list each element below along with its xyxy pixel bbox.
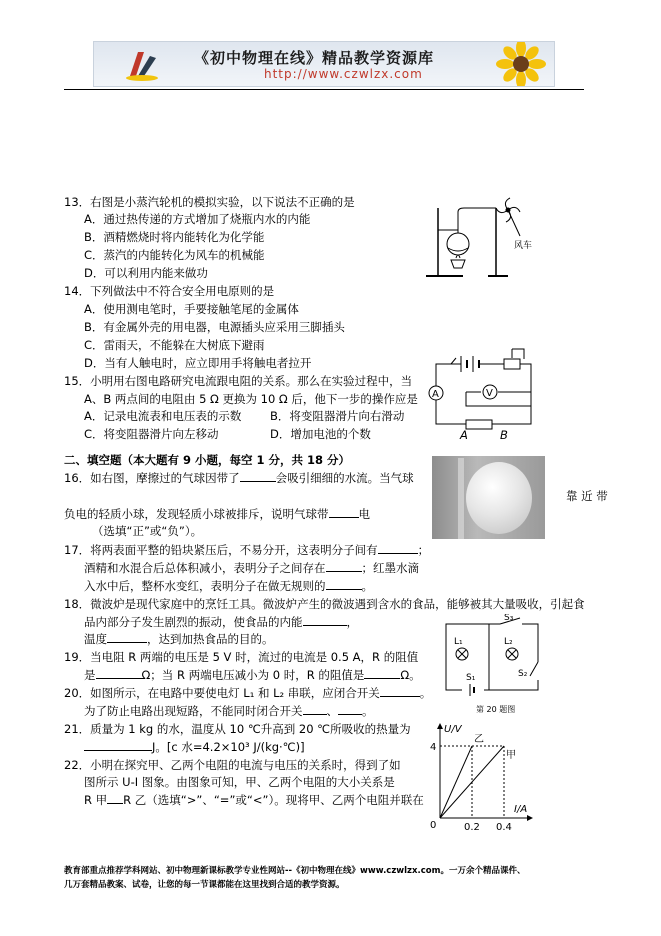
q14-option-b: B．有金属外壳的用电器，电源插头应采用三脚插头 <box>84 320 345 334</box>
q17-line-2: 酒精和水混合后总体积减小，表明分子之间存在 ；红墨水滴 <box>84 561 419 575</box>
voltmeter-symbol: V <box>486 388 493 399</box>
x-axis-label: I/A <box>514 804 528 815</box>
q15-option-b: B．将变阻器滑片向右滑动 <box>270 409 405 423</box>
q14-option-a: A．使用测电笔时，手要接触笔尾的金属体 <box>84 302 299 316</box>
q16-line-3: （选填“正”或“负”）。 <box>92 524 203 538</box>
q15-option-d: D．增加电池的个数 <box>270 427 371 441</box>
y-axis-label: U/V <box>444 724 462 735</box>
q16-blank-2[interactable] <box>329 506 359 518</box>
balloon-photo <box>432 456 545 539</box>
q18-line-3: 温度 ，达到加热食品的目的。 <box>84 632 274 646</box>
q20-s3-label: S₃ <box>504 614 514 623</box>
q20-line-2: 为了防止电路出现短路，不能同时闭合开关 、 。 <box>84 704 374 718</box>
ammeter-symbol: A <box>432 389 439 400</box>
q20-blank-3[interactable] <box>338 703 362 715</box>
q18-blank-2[interactable] <box>107 631 147 643</box>
q18-line-1: 18．微波炉是现代家庭中的烹饪工具。微波炉产生的微波遇到含水的食品，能够被其大量吸收，引起食 <box>64 597 585 611</box>
q15-option-c: C．将变阻器滑片向左移动 <box>84 427 219 441</box>
q21-line-2: J。[c 水=4.2×10³ J/(kg·℃)] <box>84 739 305 755</box>
q16-line-2: 负电的轻质小球，发现轻质小球被排斥，说明气球带 电 <box>64 507 370 521</box>
q17-blank-1[interactable] <box>378 542 418 554</box>
q15-point-a-label: A <box>460 428 468 442</box>
q13-option-a: A．通过热传递的方式增加了烧瓶内水的内能 <box>84 212 311 226</box>
q19-line-2: 是 Ω；当 R 两端电压减小为 0 时，R 的阻值是 Ω。 <box>84 668 421 682</box>
footer-line-1: 教育部重点推荐学科网站、初中物理新课标教学专业性网站--《初中物理在线》www.czwlzx.com。一万余个精品课件、 <box>64 866 526 876</box>
line-yi <box>440 746 472 818</box>
q18-line-2: 品内部分子发生剧烈的振动，使食品的内能 ， <box>84 615 358 629</box>
q22-ui-graph <box>426 722 536 832</box>
q17-line-1: 17．将两表面平整的铅块紧压后，不易分开，这表明分子间有 ； <box>64 543 430 557</box>
q20-line-1: 20．如图所示，在电路中要使电灯 L₁ 和 L₂ 串联，应闭合开关 。 <box>64 686 432 700</box>
q15-circuit-figure <box>426 344 546 444</box>
q21-blank-1[interactable] <box>84 739 152 751</box>
q19-blank-1[interactable] <box>96 667 142 679</box>
header-rule <box>64 89 584 90</box>
q17-blank-3[interactable] <box>326 578 362 590</box>
q15-point-b-label: B <box>500 428 508 442</box>
q22-line-2: 图所示 U-I 图象。由图象可知，甲、乙两个电阻的大小关系是 <box>84 775 395 789</box>
steam-turbine-figure <box>418 196 558 286</box>
q16-line-1: 16．如右图，摩擦过的气球因带了 会吸引细细的水流。当气球 <box>64 471 414 485</box>
q20-blank-1[interactable] <box>380 685 420 697</box>
q15-stem-2: A、B 两点间的电阻由 5 Ω 更换为 10 Ω 后，他下一步的操作应是 <box>84 392 418 406</box>
banner-title: 《初中物理在线》精品教学资源库 <box>194 49 435 67</box>
q22-blank-1[interactable] <box>107 792 123 804</box>
logo-icon <box>122 46 162 82</box>
origin-label: 0 <box>430 820 437 831</box>
q15-stem-1: 15．小明用右图电路研究电流跟电阻的关系。那么在实验过程中，当 <box>64 374 413 388</box>
x-tick-0.4: 0.4 <box>496 822 512 832</box>
q17-blank-2[interactable] <box>326 560 362 572</box>
q14-option-c: C．雷雨天，不能躲在大树底下避雨 <box>84 338 265 352</box>
sunflower-icon <box>489 42 554 86</box>
q19-blank-2[interactable] <box>364 667 400 679</box>
q14-option-d: D．当有人触电时，应立即用手将触电者拉开 <box>84 356 312 370</box>
balloon <box>466 462 532 534</box>
q17-line-3: 入水中后，整杯水变红，表明分子在做无规则的 。 <box>84 579 373 593</box>
q13-stem: 13．右图是小蒸汽轮机的模拟实验，以下说法不正确的是 <box>64 195 355 209</box>
q20-l2-label: L₂ <box>504 637 513 647</box>
q22-line-3: R 甲 R 乙（选填“>”、“=”或“<”）。现将甲、乙两个电阻并联在 <box>84 793 424 807</box>
q20-s1-label: S₁ <box>466 673 476 683</box>
q20-figure-caption: 第 20 题图 <box>476 705 516 714</box>
header-banner <box>93 41 555 87</box>
q22-line-1: 22．小明在探究甲、乙两个电阻的电流与电压的关系时，得到了如 <box>64 758 401 772</box>
q16-blank-1[interactable] <box>240 470 276 482</box>
q15-option-a: A．记录电流表和电压表的示数 <box>84 409 242 423</box>
q19-line-1: 19．当电阻 R 两端的电压是 5 V 时，流过的电流是 0.5 A，R 的阻值 <box>64 650 419 664</box>
x-tick-0.2: 0.2 <box>464 822 480 832</box>
water-stream <box>458 458 464 539</box>
line-jia-label: 甲 <box>506 750 516 761</box>
q13-option-b: B．酒精燃烧时将内能转化为化学能 <box>84 230 265 244</box>
q20-l1-label: L₁ <box>454 637 463 647</box>
q20-blank-2[interactable] <box>303 703 327 715</box>
windmill-label: 风车 <box>514 241 533 251</box>
line-yi-label: 乙 <box>474 734 484 745</box>
q16-line-1-tail: 靠 近 带 <box>566 489 608 503</box>
q14-stem: 14．下列做法中不符合安全用电原则的是 <box>64 284 275 298</box>
q13-option-d: D．可以利用内能来做功 <box>84 266 208 280</box>
q20-s2-label: S₂ <box>518 669 528 679</box>
section-fill-in-heading: 二、填空题（本大题有 9 小题，每空 1 分，共 18 分） <box>64 453 351 467</box>
banner-url: http://www.czwlzx.com <box>264 67 423 81</box>
q13-option-c: C．蒸汽的内能转化为风车的机械能 <box>84 248 265 262</box>
q20-circuit-figure <box>434 614 554 714</box>
q18-blank-1[interactable] <box>303 614 347 626</box>
y-tick-4: 4 <box>430 742 437 753</box>
q21-line-1: 21．质量为 1 kg 的水，温度从 10 ℃升高到 20 ℃所吸收的热量为 <box>64 722 411 736</box>
footer-line-2: 几万套精品教案、试卷，让您的每一节课都能在这里找到合适的教学资源。 <box>64 880 345 890</box>
